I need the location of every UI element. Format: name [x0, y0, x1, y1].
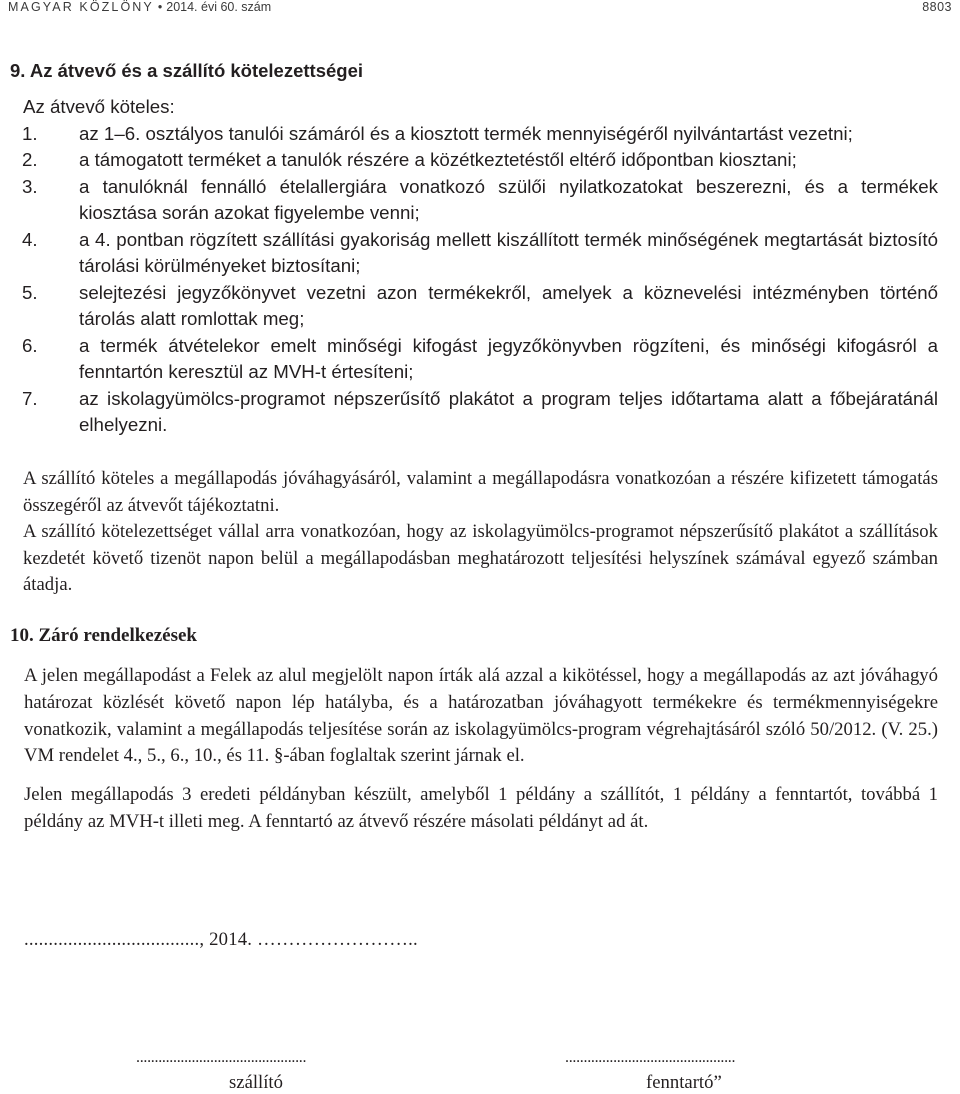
list-item-text: selejtezési jegyzőkönyvet vezetni azon termékekről, amelyek a köznevelési intézményben történő tárolás alatt romlottak meg;	[79, 281, 938, 329]
page-header	[8, 0, 952, 14]
closing-provisions-paragraph: A jelen megállapodást a Felek az alul megjelölt napon írták alá azzal a kikötéssel, hogy a megállapodás az azt jóváhagyó határozat közlését követő napon lép hatályba, és a határozatban jóváhagyott termékekre és termékmennyiségekre vonatkozik, valamint a megállapodás teljesítése során az iskolagyümölcs-program végrehajtásáról szóló 50/2012. (V. 25.) VM rendelet 4., 5., 6., 10., és 11. §-ában foglaltak szerint járnak el.	[24, 665, 938, 767]
header-bullet: •	[157, 0, 163, 14]
list-item	[22, 386, 938, 439]
list-item	[22, 121, 938, 148]
maintainer-signature-line: ..............................................	[565, 1049, 736, 1066]
section-9-closing	[23, 466, 938, 599]
obligations-list	[22, 121, 938, 439]
supplier-info-paragraph: A szállító köteles a megállapodás jóváhagyásáról, valamint a megállapodásra vonatkozóan a részére kifizetett támogatás összegéről az átvevőt tájékoztatni.	[23, 468, 938, 516]
list-item	[22, 174, 938, 227]
section-10-title: 10. Záró rendelkezések	[10, 625, 197, 646]
list-item-text: a tanulóknál fennálló ételallergiára vonatkozó szülői nyilatkozatokat beszerezni, és a termékek kiosztása során azokat figyelembe venni;	[79, 175, 938, 223]
list-item-number: 4.	[22, 228, 38, 250]
section-9-title: 9. Az átvevő és a szállító kötelezettségei	[10, 60, 364, 81]
page-number: 8803	[922, 0, 952, 14]
list-item-number: 6.	[22, 334, 38, 356]
supplier-signature-label: szállító	[229, 1072, 283, 1093]
issue-label: 2014. évi 60. szám	[166, 0, 272, 14]
header-journal-info	[8, 0, 271, 14]
maintainer-signature-label: fenntartó”	[646, 1072, 722, 1093]
list-item-number: 1.	[22, 122, 38, 144]
list-item	[22, 147, 938, 174]
date-line: ...................................., 2014. ……………………..	[24, 929, 418, 950]
journal-name: MAGYAR KÖZLÖNY	[8, 0, 154, 14]
list-item	[22, 280, 938, 333]
copies-paragraph: Jelen megállapodás 3 eredeti példányban készült, amelyből 1 példány a szállítót, 1 példány a fenntartót, továbbá 1 példány az MVH-t illeti meg. A fenntartó az átvevő részére másolati példányt ad át.	[24, 784, 938, 832]
list-item-text: a 4. pontban rögzített szállítási gyakoriság mellett kiszállított termék minőségének megtartását biztosító tárolási körülményeket biztosítani;	[79, 228, 938, 276]
list-item-number: 2.	[22, 149, 38, 170]
list-item	[22, 227, 938, 280]
list-item	[22, 333, 938, 386]
list-item-number: 5.	[22, 281, 38, 303]
list-item-text: az 1–6. osztályos tanulói számáról és a kiosztott termék mennyiségéről nyilvántartást vezetni;	[79, 122, 853, 144]
list-item-text: a termék átvételekor emelt minőségi kifogást jegyzőkönyvben rögzíteni, és minőségi kifogásról a fenntartón keresztül az MVH-t értesíteni;	[79, 334, 938, 382]
section-9-body	[22, 94, 938, 439]
list-item-number: 7.	[22, 387, 38, 409]
list-item-text: az iskolagyümölcs-programot népszerűsítő plakátot a program teljes időtartama alatt a főbejáratánál elhelyezni.	[79, 387, 938, 435]
section-10-body	[24, 663, 938, 836]
supplier-signature-line: ..............................................	[136, 1049, 307, 1066]
section-9-intro: Az átvevő köteles:	[23, 96, 175, 117]
supplier-poster-paragraph: A szállító kötelezettséget vállal arra vonatkozóan, hogy az iskolagyümölcs-programot népszerűsítő plakátot a szállítások kezdetét követő tizenöt napon belül a megállapodásban meghatározott teljesítési helyszínek számával egyező számban átadja.	[23, 521, 938, 595]
list-item-text: a támogatott terméket a tanulók részére a közétkeztetéstől eltérő időpontban kiosztani;	[79, 149, 797, 170]
list-item-number: 3.	[22, 175, 38, 197]
